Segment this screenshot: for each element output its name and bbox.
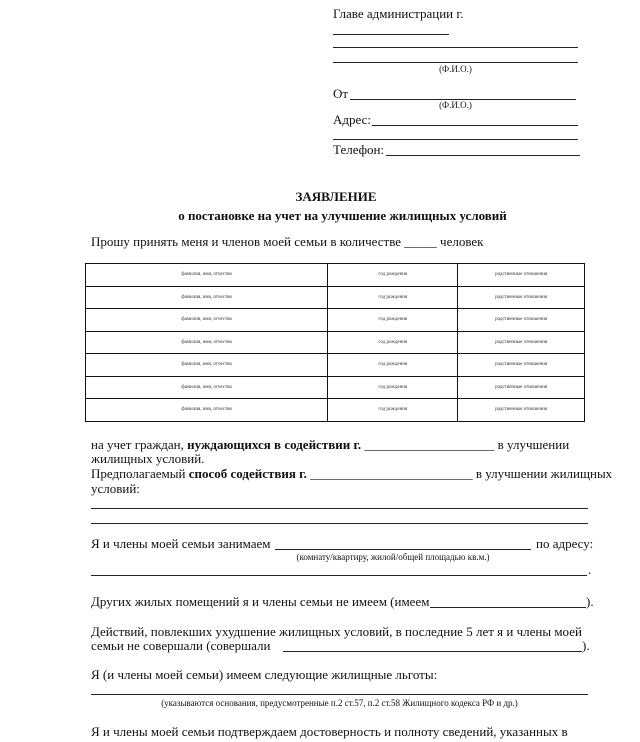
needs-text-a: на учет граждан, bbox=[91, 437, 184, 452]
worsening-text-a: Действий, повлекших ухудшение жилищных условий, в последние 5 лет я и члены моей bbox=[91, 624, 582, 639]
fio-caption-applicant: (Ф.И.О.) bbox=[439, 100, 472, 110]
phone-line[interactable] bbox=[386, 155, 580, 156]
page-title: ЗАЯВЛЕНИЕ bbox=[295, 189, 377, 204]
cell-full-name[interactable]: фамилия, имя, отчество bbox=[86, 264, 328, 287]
occupy-caption: (комнату/квартиру, жилой/общей площадью кв.м.) bbox=[296, 552, 490, 562]
table-row bbox=[86, 286, 585, 309]
benefits-caption: (указываются основания, предусмотренные п.2 ст.57, п.2 ст.58 Жилищного кодекса РФ и др.) bbox=[161, 698, 518, 708]
recipient-name-line-2[interactable] bbox=[333, 62, 578, 63]
family-members-table bbox=[85, 263, 585, 422]
cell-birth-year[interactable]: год рождения bbox=[328, 376, 458, 399]
worsening-line[interactable] bbox=[283, 651, 582, 652]
confirmation-text: Я и члены моей семьи подтверждаем достоверность и полноту сведений, указанных в bbox=[91, 724, 568, 739]
cell-birth-year[interactable]: год рождения bbox=[328, 354, 458, 377]
from-label: От bbox=[333, 86, 349, 101]
cell-relationship[interactable]: родственные отношения bbox=[458, 354, 585, 377]
table-row bbox=[86, 376, 585, 399]
method-city-blank[interactable]: _________________________ bbox=[310, 466, 473, 481]
table-row bbox=[86, 354, 585, 377]
request-text-after: человек bbox=[440, 234, 484, 249]
benefits-line[interactable] bbox=[91, 694, 588, 695]
occupy-text-b: по адресу: bbox=[536, 536, 594, 551]
cell-full-name[interactable]: фамилия, имя, отчество bbox=[86, 399, 328, 422]
fio-caption-recipient: (Ф.И.О.) bbox=[439, 64, 472, 74]
worsening-end: ). bbox=[582, 638, 590, 653]
other-premises-text: Других жилых помещений я и члены семьи не имеем (имеем bbox=[91, 594, 430, 609]
occupy-premises-line[interactable] bbox=[275, 549, 531, 550]
method-text-a: Предполагаемый bbox=[91, 466, 186, 481]
needs-city-blank[interactable]: ____________________ bbox=[364, 437, 495, 452]
method-text-b: в улучшении жилищных bbox=[475, 466, 613, 481]
worsening-text-b: семьи не совершали (совершали bbox=[91, 638, 271, 653]
occupy-text-a: Я и члены моей семьи занимаем bbox=[91, 536, 271, 551]
cell-full-name[interactable]: фамилия, имя, отчество bbox=[86, 376, 328, 399]
request-line bbox=[91, 234, 484, 250]
cell-full-name[interactable]: фамилия, имя, отчество bbox=[86, 309, 328, 332]
cell-relationship[interactable]: родственные отношения bbox=[458, 331, 585, 354]
cell-birth-year[interactable]: год рождения bbox=[328, 264, 458, 287]
cell-birth-year[interactable]: год рождения bbox=[328, 399, 458, 422]
cell-full-name[interactable]: фамилия, имя, отчество bbox=[86, 331, 328, 354]
needs-text-b: в улучшении bbox=[497, 437, 570, 452]
other-premises-line[interactable] bbox=[430, 607, 586, 608]
method-text-bold: способ содействия г. bbox=[188, 466, 307, 481]
cell-full-name[interactable]: фамилия, имя, отчество bbox=[86, 286, 328, 309]
other-premises-end: ). bbox=[586, 594, 594, 609]
phone-label: Телефон: bbox=[333, 142, 385, 157]
table-row bbox=[86, 309, 585, 332]
method-line-2[interactable] bbox=[91, 523, 588, 524]
table-row bbox=[86, 399, 585, 422]
needs-text-bold: нуждающихся в содействии г. bbox=[187, 437, 362, 452]
cell-birth-year[interactable]: год рождения bbox=[328, 309, 458, 332]
table-row bbox=[86, 331, 585, 354]
page-subtitle: о постановке на учет на улучшение жилищных условий bbox=[178, 208, 507, 223]
cell-relationship[interactable]: родственные отношения bbox=[458, 399, 585, 422]
member-count-blank[interactable]: _____ bbox=[404, 234, 437, 249]
cell-full-name[interactable]: фамилия, имя, отчество bbox=[86, 354, 328, 377]
recipient-city-line[interactable] bbox=[333, 34, 449, 35]
occupy-address-line[interactable] bbox=[91, 575, 587, 576]
occupy-end: . bbox=[588, 562, 592, 577]
cell-relationship[interactable]: родственные отношения bbox=[458, 286, 585, 309]
method-line-1[interactable] bbox=[91, 508, 588, 509]
cell-relationship[interactable]: родственные отношения bbox=[458, 264, 585, 287]
address-line-1[interactable] bbox=[372, 125, 578, 126]
request-text-before: Прошу принять меня и членов моей семьи в количестве bbox=[91, 234, 402, 249]
cell-birth-year[interactable]: год рождения bbox=[328, 331, 458, 354]
needs-text-c: жилищных условий. bbox=[91, 451, 205, 466]
assistance-method-line bbox=[91, 466, 612, 482]
benefits-text: Я (и члены моей семьи) имеем следующие жилищные льготы: bbox=[91, 667, 438, 682]
cell-relationship[interactable]: родственные отношения bbox=[458, 376, 585, 399]
address-label: Адрес: bbox=[333, 112, 371, 127]
recipient-label: Главе администрации г. bbox=[333, 6, 464, 21]
table-row bbox=[86, 264, 585, 287]
cell-birth-year[interactable]: год рождения bbox=[328, 286, 458, 309]
cell-relationship[interactable]: родственные отношения bbox=[458, 309, 585, 332]
method-text-c: условий: bbox=[91, 481, 140, 496]
recipient-name-line-1[interactable] bbox=[333, 47, 578, 48]
address-line-2[interactable] bbox=[333, 139, 578, 140]
